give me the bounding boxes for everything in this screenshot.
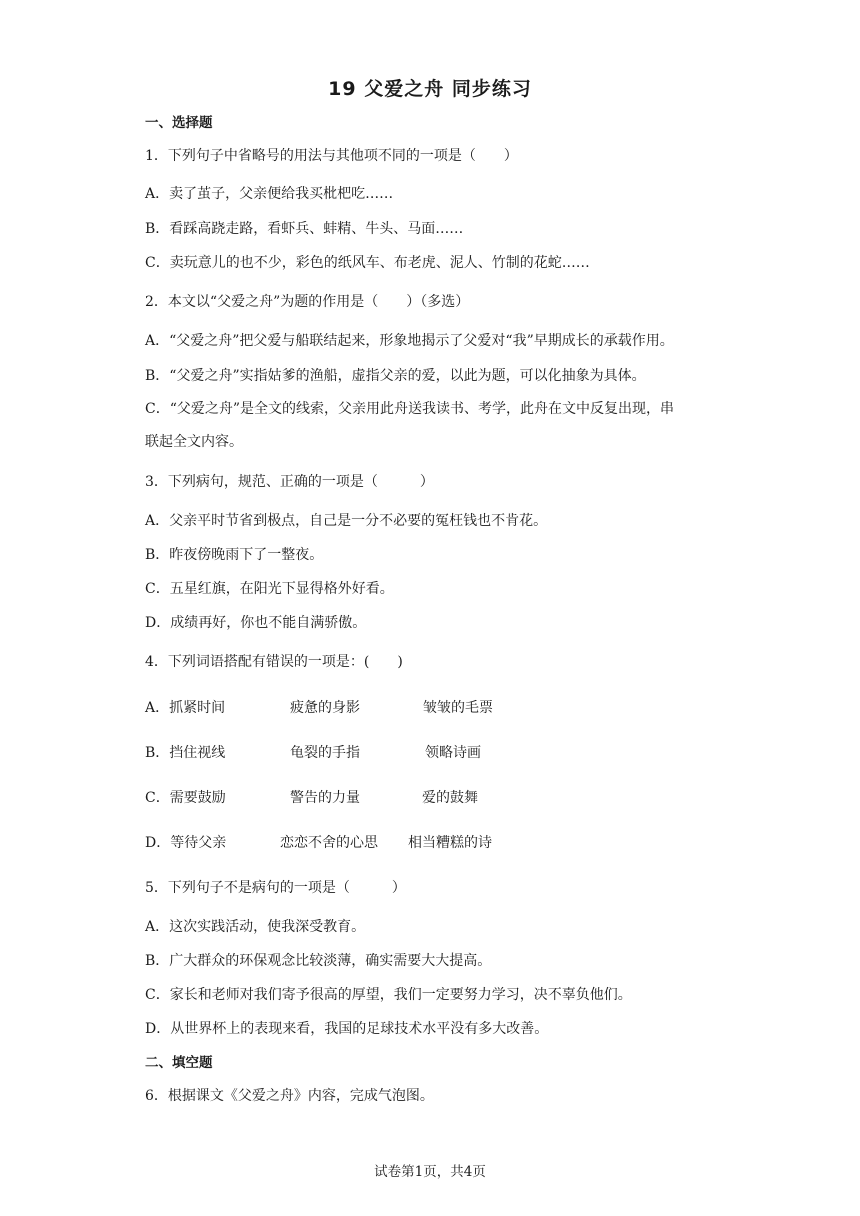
question-3-option-d: D．成绩再好，你也不能自满骄傲。 (145, 615, 367, 631)
section-heading-choice: 一、选择题 (145, 115, 213, 131)
option-b-word-2: 龟裂的手指 (290, 745, 360, 761)
option-d-word-3: 相当糟糕的诗 (408, 835, 492, 851)
question-2-stem: 2．本文以“父爱之舟”为题的作用是（ ）（多选） (145, 294, 470, 310)
question-1-option-b: B．看踩高跷走路，看虾兵、蚌精、牛头、马面…… (145, 221, 464, 237)
question-2-option-c: C．“父爱之舟”是全文的线索，父亲用此舟送我读书、考学，此舟在文中反复出现，串 (145, 401, 675, 417)
question-4-option-d (145, 833, 705, 853)
question-5-option-a: A．这次实践活动，使我深受教育。 (145, 919, 366, 935)
option-c-word-3: 爱的鼓舞 (422, 790, 478, 806)
question-1-option-a: A．卖了茧子，父亲便给我买枇杷吃…… (145, 186, 394, 202)
question-5-option-c: C．家长和老师对我们寄予很高的厚望，我们一定要努力学习，决不辜负他们。 (145, 987, 632, 1003)
option-b-word-3: 领略诗画 (425, 745, 481, 761)
question-5-option-d: D．从世界杯上的表现来看，我国的足球技术水平没有多大改善。 (145, 1021, 549, 1037)
question-3-option-b: B．昨夜傍晚雨下了一整夜。 (145, 547, 324, 563)
question-2-option-a: A．“父爱之舟”把父爱与船联结起来，形象地揭示了父爱对“我”早期成长的承载作用。 (145, 333, 674, 349)
section-heading-fill: 二、填空题 (145, 1055, 213, 1071)
question-4-option-c (145, 788, 705, 808)
option-a-word-2: 疲惫的身影 (290, 700, 360, 716)
page-title: 19 父爱之舟 同步练习 (328, 78, 532, 100)
question-2-option-b: B．“父爱之舟”实指姑爹的渔船，虚指父亲的爱，以此为题，可以化抽象为具体。 (145, 368, 646, 384)
option-c-word-2: 警告的力量 (290, 790, 360, 806)
question-3-option-a: A．父亲平时节省到极点，自己是一分不必要的冤枉钱也不肯花。 (145, 513, 548, 529)
option-b-word-1: B．挡住视线 (145, 745, 226, 761)
page-footer: 试卷第1页，共4页 (374, 1164, 486, 1180)
question-5-option-b: B．广大群众的环保观念比较淡薄，确实需要大大提高。 (145, 953, 492, 969)
question-4-stem: 4．下列词语搭配有错误的一项是：( ) (145, 654, 403, 670)
question-6-stem: 6．根据课文《父爱之舟》内容，完成气泡图。 (145, 1088, 434, 1104)
question-3-stem: 3．下列病句，规范、正确的一项是（ ） (145, 474, 434, 490)
question-2-option-c-continued: 联起全文内容。 (145, 434, 243, 450)
option-a-word-1: A．抓紧时间 (145, 700, 226, 716)
question-4-option-b (145, 743, 705, 763)
option-d-word-1: D．等待父亲 (145, 835, 227, 851)
question-5-stem: 5．下列句子不是病句的一项是（ ） (145, 880, 406, 896)
question-3-option-c: C．五星红旗，在阳光下显得格外好看。 (145, 581, 394, 597)
option-d-word-2: 恋恋不舍的心思 (280, 835, 378, 851)
question-4-option-a (145, 698, 705, 718)
option-c-word-1: C．需要鼓励 (145, 790, 226, 806)
question-1-stem: 1．下列句子中省略号的用法与其他项不同的一项是（ ） (145, 148, 518, 164)
question-1-option-c: C．卖玩意儿的也不少，彩色的纸风车、布老虎、泥人、竹制的花蛇…… (145, 255, 590, 271)
option-a-word-3: 皱皱的毛票 (423, 700, 493, 716)
